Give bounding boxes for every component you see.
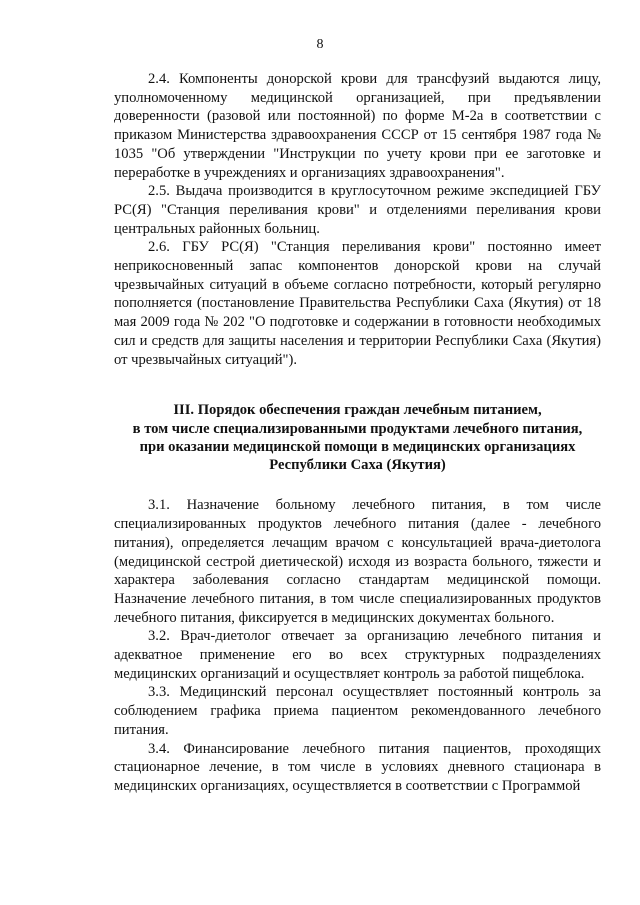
paragraph-3-3: 3.3. Медицинский персонал осуществляет постоянный контроль за соблюдением графика приема пациентом рекомендованного лечебного питания. xyxy=(114,684,601,738)
section-heading-line: в том числе специализированными продуктами лечебного питания, xyxy=(132,420,583,437)
section-heading-line: при оказании медицинской помощи в медицинских организациях xyxy=(139,438,576,455)
paragraph-3-1: 3.1. Назначение больному лечебного питания, в том числе специализированных продуктов лечебного питания (далее - лечебного питания), определяется лечащим врачом с консультацией врача-диетолога (медицинской сестрой диетической) исходя из возраста больного, тяжести и характера заболевания согласно стандартам медицинской помощи. Назначение лечебного питания, в том числе специализированных продуктов лечебного питания, фиксируется в медицинских документах больного. xyxy=(114,497,601,626)
section-heading-line: III. Порядок обеспечения граждан лечебным питанием, xyxy=(173,402,542,419)
paragraph-3-4: 3.4. Финансирование лечебного питания пациентов, проходящих стационарное лечение, в том числе в условиях дневного стационара в медицинских организациях, осуществляется в соответствии с Программой xyxy=(114,740,601,794)
paragraph-2-5: 2.5. Выдача производится в круглосуточном режиме экспедицией ГБУ РС(Я) "Станция переливания крови" и отделениями переливания крови центральных районных больниц. xyxy=(114,183,601,237)
paragraph-3-2: 3.2. Врач-диетолог отвечает за организацию лечебного питания и адекватное применение его во всех структурных подразделениях медицинских организаций и осуществляет контроль за работой пищеблока. xyxy=(114,628,601,682)
page-number: 8 xyxy=(316,37,324,52)
section-heading-line: Республики Саха (Якутия) xyxy=(269,457,446,474)
paragraph-2-4: 2.4. Компоненты донорской крови для трансфузий выдаются лицу, уполномоченному медицинской организацией, при предъявлении доверенности (разовой или постоянной) по форме М-2а в соответствии с приказом Министерства здравоохранения СССР от 15 сентября 1987 года № 1035 "Об утверждении "Инструкции по учету крови при ее заготовке и переработке в учреждениях и организациях здравоохранения". xyxy=(114,71,601,181)
document-body xyxy=(114,70,601,796)
section-heading xyxy=(114,401,601,474)
paragraph-2-6: 2.6. ГБУ РС(Я) "Станция переливания крови" постоянно имеет неприкосновенный запас компонентов донорской крови на случай чрезвычайных ситуаций в объеме согласно потребности, который регулярно пополняется (постановление Правительства Республики Саха (Якутия) от 18 мая 2009 года № 202 "О подготовке и содержании в готовности необходимых сил и средств для защиты населения и территории Республики Саха (Якутия) от чрезвычайных ситуаций"). xyxy=(114,239,601,368)
